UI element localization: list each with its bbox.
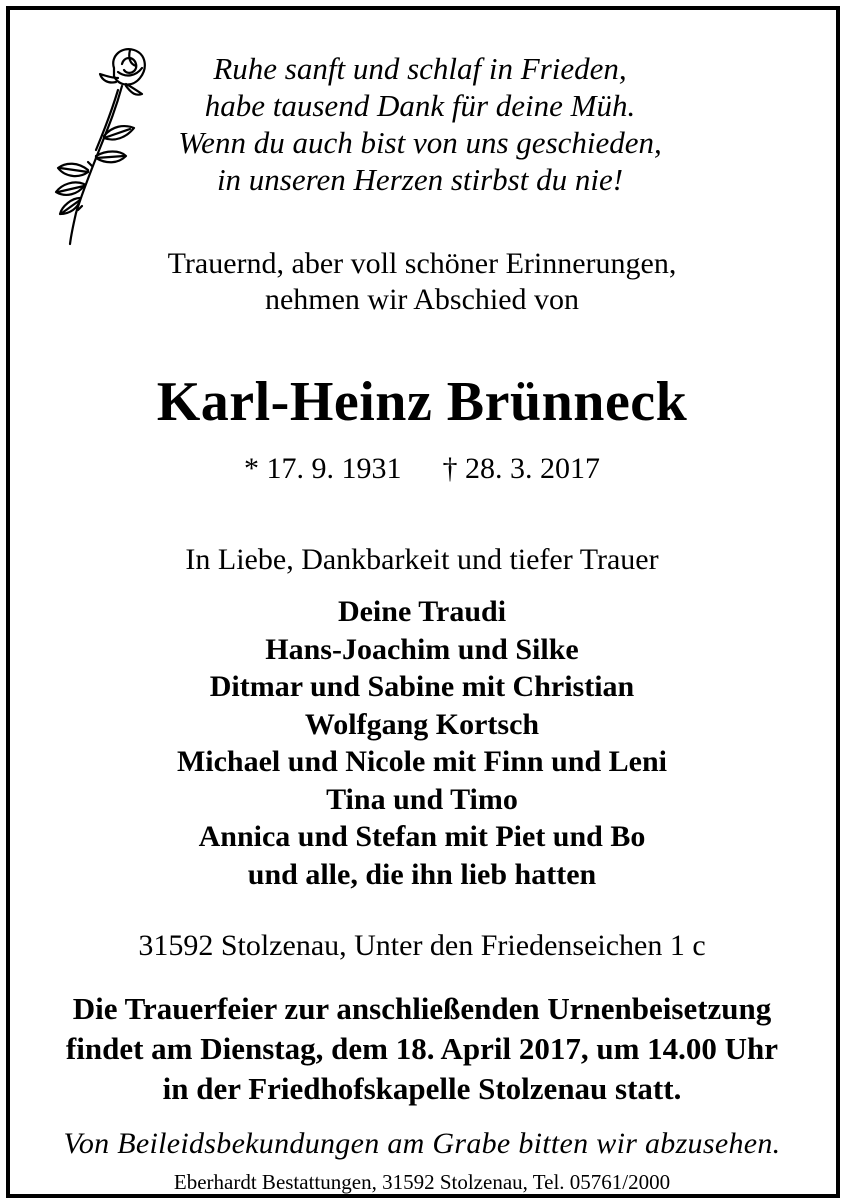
intro-line: nehmen wir Abschied von (264, 283, 580, 316)
family-member: Michael und Nicole mit Finn und Leni (176, 745, 668, 778)
birth-date: * 17. 9. 1931 (244, 452, 402, 485)
family-list (0, 593, 844, 893)
family-member: und alle, die ihn lieb hatten (247, 857, 597, 891)
poem-line: Wenn du auch bist von uns geschieden, (178, 125, 662, 160)
service-info (0, 989, 844, 1109)
poem-line: in unseren Herzen stirbst du nie! (216, 162, 624, 197)
address: 31592 Stolzenau, Unter den Friedenseichen 1 c (138, 929, 706, 962)
service-line: findet am Dienstag, dem 18. April 2017, um 14.00 Uhr (65, 1031, 779, 1066)
family-member: Wolfgang Kortsch (304, 707, 540, 741)
family-member: Deine Traudi (337, 595, 507, 628)
funeral-home-info: Eberhardt Bestattungen, 31592 Stolzenau, Tel. 05761/2000 (164, 1170, 680, 1194)
poem-line: Ruhe sanft und schlaf in Frieden, (213, 51, 627, 86)
rose-icon (30, 38, 150, 248)
life-dates (0, 451, 844, 487)
poem-line: habe tausend Dank für deine Müh. (204, 88, 636, 123)
mourning-line: In Liebe, Dankbarkeit und tiefer Trauer (185, 543, 659, 576)
service-line: in der Friedhofskapelle Stolzenau statt. (162, 1071, 682, 1106)
family-member: Ditmar und Sabine mit Christian (209, 670, 635, 703)
family-member: Hans-Joachim und Silke (265, 632, 579, 666)
intro-text (0, 246, 844, 318)
family-member: Annica und Stefan mit Piet und Bo (198, 820, 646, 853)
poem (140, 50, 700, 198)
service-line: Die Trauerfeier zur anschließenden Urnenbeisetzung (72, 991, 772, 1026)
death-date: † 28. 3. 2017 (442, 452, 600, 485)
intro-line: Trauernd, aber voll schöner Erinnerungen, (167, 247, 677, 280)
family-member: Tina und Timo (326, 782, 518, 816)
condolence-note: Von Beileidsbekundungen am Grabe bitten wir abzusehen. (63, 1127, 781, 1160)
deceased-name: Karl-Heinz Brünneck (156, 371, 688, 433)
footer (0, 1168, 844, 1196)
